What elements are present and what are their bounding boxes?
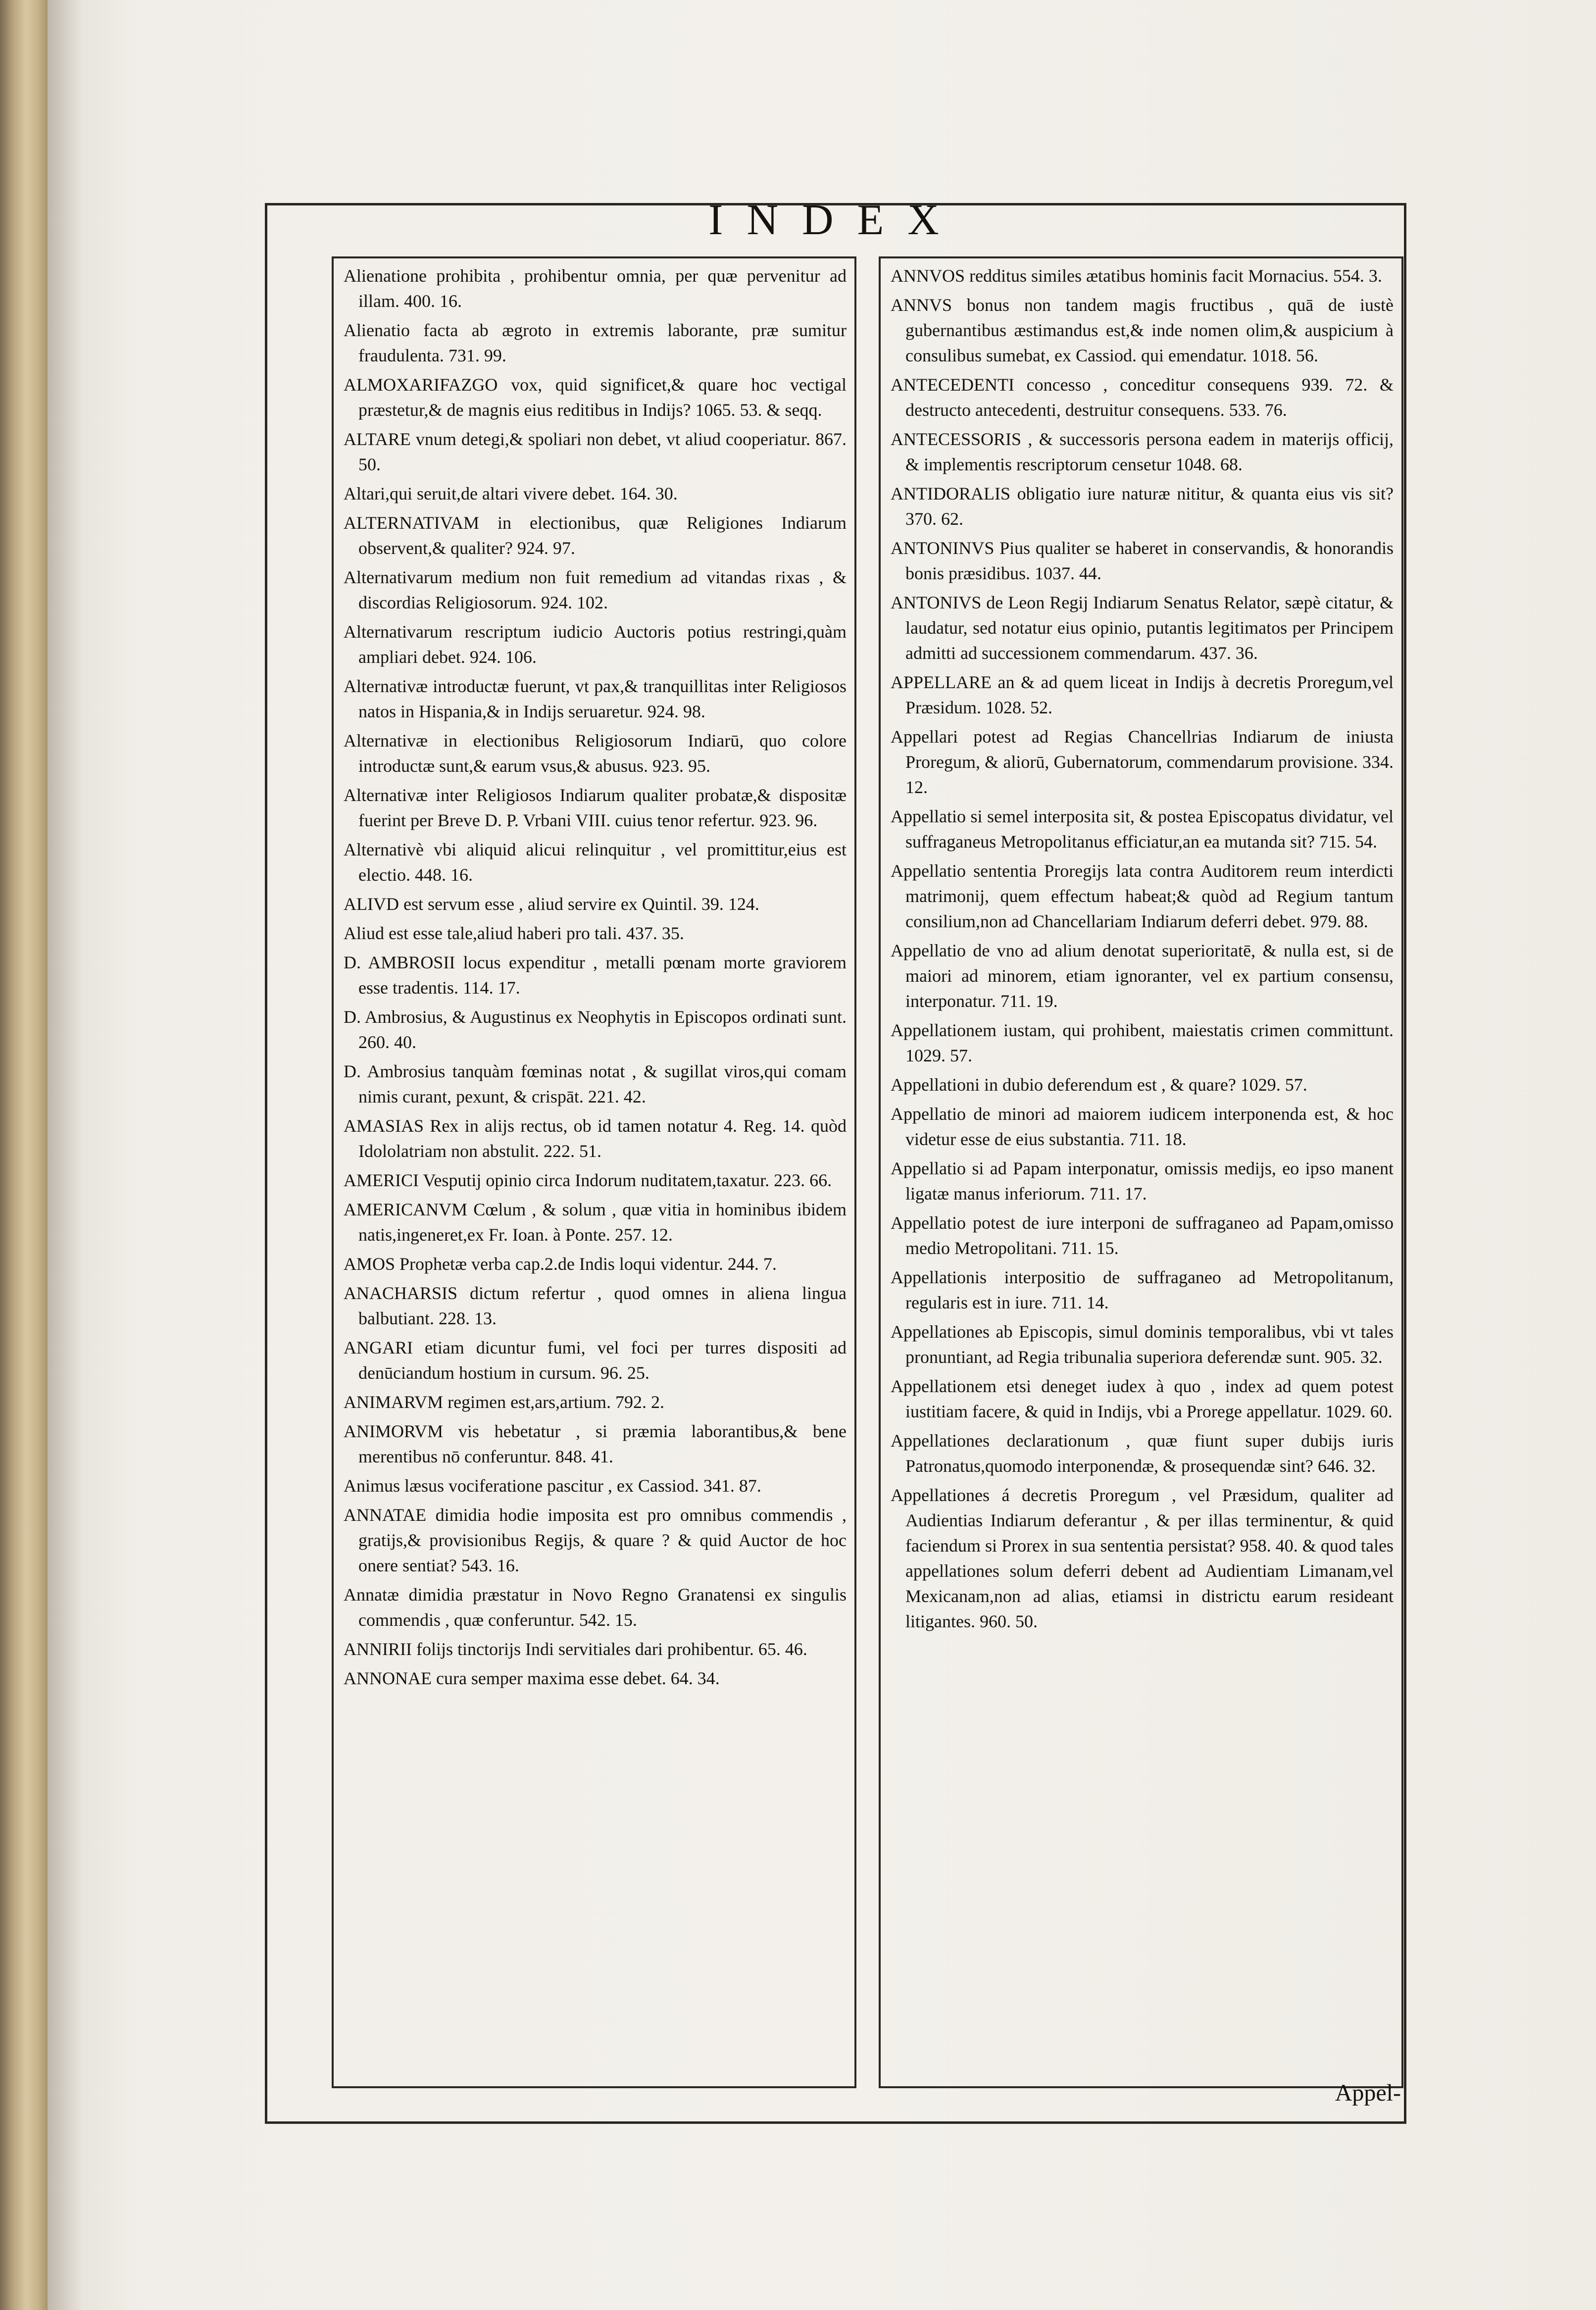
index-entry: Aliud est esse tale,aliud haberi pro tali. 437. 35. xyxy=(344,923,684,943)
index-entry: Appellationes ab Episcopis, simul dominis temporalibus, vbi vt tales pronuntiant, ad Regia tribunalia superiora deferendæ sunt. 905. 32. xyxy=(891,1322,1394,1367)
index-entry: Appellatio de vno ad alium denotat superioritatē, & nulla est, si de maiori ad minorem, etiam ignoranter, vel ex partium consensu, interponatur. 711. 19. xyxy=(891,941,1394,1011)
index-entry: ALMOXARIFAZGO vox, quid significet,& quare hoc vectigal præstetur,& de magnis eius reditibus in Indijs? 1065. 53. & seqq. xyxy=(344,375,847,420)
index-entry: Appellatio de minori ad maiorem iudicem interponenda est, & hoc videtur esse de eius substantia. 711. 18. xyxy=(891,1104,1394,1149)
index-entry: ANIMORVM vis hebetatur , si præmia laborantibus,& bene merentibus nō conferuntur. 848. 41. xyxy=(344,1421,847,1466)
index-entry: ANNVS bonus non tandem magis fructibus , quā de iustè gubernantibus æstimandus est,& inde nomen olim,& auspicium à consulibus sumebat, ex Cassiod. qui emendatur. 1018. 56. xyxy=(891,295,1394,365)
index-entry: ANIMARVM regimen est,ars,artium. 792. 2. xyxy=(344,1392,665,1412)
index-entry: ANTONIVS de Leon Regij Indiarum Senatus Relator, sæpè citatur, & laudatur, sed notatur eius opinio, putantis legitimatos per Principem admitti ad successionem commendarum. 437. 36. xyxy=(891,593,1394,663)
index-entry: ALTERNATIVAM in electionibus, quæ Religiones Indiarum observent,& qualiter? 924. 97. xyxy=(344,513,847,558)
index-column-left xyxy=(332,256,856,2088)
index-entry: Alternativarum rescriptum iudicio Auctoris potius restringi,quàm ampliari debet. 924. 106. xyxy=(344,622,847,667)
index-entry: Appellationem iustam, qui prohibent, maiestatis crimen committunt. 1029. 57. xyxy=(891,1020,1394,1065)
index-entry: Alternativæ inter Religiosos Indiarum qualiter probatæ,& dispositæ fuerint per Breve D. P. Vrbani VIII. cuius tenor refertur. 923. 96. xyxy=(344,785,847,830)
index-entry: Appellatio sententia Proregijs lata contra Auditorem reum interdicti matrimonij, quem effectum habeat;& quòd ad Regium tantum consilium,non ad Chancellariam Indiarum deferri debet. 979. 88. xyxy=(891,861,1394,931)
index-entry: Altari,qui seruit,de altari vivere debet. 164. 30. xyxy=(344,484,678,503)
index-entry: APPELLARE an & ad quem liceat in Indijs à decretis Proregum,vel Præsidum. 1028. 52. xyxy=(891,672,1394,717)
index-entry: Appellationi in dubio deferendum est , & quare? 1029. 57. xyxy=(891,1075,1307,1095)
gutter-shadow xyxy=(48,0,82,2310)
index-column-right xyxy=(879,256,1403,2088)
index-entry: Appellatio si semel interposita sit, & postea Episcopatus dividatur, vel suffraganeus Metropolitanus efficiatur,an ea mutanda sit? 715. 54. xyxy=(891,806,1394,852)
index-entry: Appellationes á decretis Proregum , vel Præsidum, qualiter ad Audientias Indiarum deferantur , & per illas terminentur, & quid faciendum si Prorex in sua sententia persistat? 958. 40. & quod tales appellationes solum deferri debent ad Audientiam Limanam,vel Mexicanam,non ad alias, etiamsi in districtu earum resideant litigantes. 960. 50. xyxy=(891,1485,1394,1631)
index-entry: Alternativæ in electionibus Religiosorum Indiarū, quo colore introductæ sunt,& earum vsus,& abusus. 923. 95. xyxy=(344,731,847,776)
index-entry: Alternativarum medium non fuit remedium ad vitandas rixas , & discordias Religiosorum. 924. 102. xyxy=(344,567,847,612)
index-entry: ANACHARSIS dictum refertur , quod omnes in aliena lingua balbutiant. 228. 13. xyxy=(344,1283,847,1328)
index-entry: AMERICANVM Cœlum , & solum , quæ vitia in hominibus ibidem natis,ingeneret,ex Fr. Ioan. à Ponte. 257. 12. xyxy=(344,1200,847,1245)
index-entry: Appellari potest ad Regias Chancellrias Indiarum de iniusta Proregum, & aliorū, Gubernatorum, commendarum provisione. 334. 12. xyxy=(891,727,1394,797)
index-entry: ALIVD est servum esse , aliud servire ex Quintil. 39. 124. xyxy=(344,894,759,914)
index-entry: D. AMBROSII locus expenditur , metalli pœnam morte graviorem esse tradentis. 114. 17. xyxy=(344,953,847,998)
index-entry: ANTECESSORIS , & successoris persona eadem in materijs officij, & implementis rescriptorum censetur 1048. 68. xyxy=(891,429,1394,474)
catchword: Appel- xyxy=(1335,2080,1401,2106)
book-spine xyxy=(0,0,48,2310)
index-entry: ANNVOS redditus similes ætatibus hominis facit Mornacius. 554. 3. xyxy=(891,266,1382,286)
index-entry: Appellationis interpositio de suffraganeo ad Metropolitanum, regularis est in iure. 711. 14. xyxy=(891,1267,1394,1312)
index-entry: Alienatio facta ab ægroto in extremis laborante, præ sumitur fraudulenta. 731. 99. xyxy=(344,320,847,365)
index-entry: Alternativè vbi aliquid alicui relinquitur , vel promittitur,eius est electio. 448. 16. xyxy=(344,840,847,885)
index-entry: Appellationes declarationum , quæ fiunt super dubijs iuris Patronatus,quomodo interponendæ, & prosequendæ sint? 646. 32. xyxy=(891,1431,1394,1476)
index-entry: ANTONINVS Pius qualiter se haberet in conservandis, & honorandis bonis præsidibus. 1037. 44. xyxy=(891,538,1394,583)
index-entry: ANTIDORALIS obligatio iure naturæ nititur, & quanta eius vis sit? 370. 62. xyxy=(891,484,1394,529)
index-entry: Animus læsus vociferatione pascitur , ex Cassiod. 341. 87. xyxy=(344,1476,761,1496)
page-title: INDEX xyxy=(708,196,963,244)
index-entry: ANNIRII folijs tinctorijs Indi servitiales dari prohibentur. 65. 46. xyxy=(344,1639,807,1659)
index-entry: ANNONAE cura semper maxima esse debet. 64. 34. xyxy=(344,1668,720,1688)
index-entry: ANTECEDENTI concesso , conceditur consequens 939. 72. & destructo antecedenti, destruitur consequens. 533. 76. xyxy=(891,375,1394,420)
index-entry: Alienatione prohibita , prohibentur omnia, per quæ pervenitur ad illam. 400. 16. xyxy=(344,266,847,311)
index-entry: Appellationem etsi deneget iudex à quo , index ad quem potest iustitiam facere, & quid in Indijs, vbi a Prorege appellatur. 1029. 60. xyxy=(891,1376,1394,1421)
index-entry: Annatæ dimidia præstatur in Novo Regno Granatensi ex singulis commendis , quæ conferuntur. 542. 15. xyxy=(344,1585,847,1630)
index-entry: ALTARE vnum detegi,& spoliari non debet, vt aliud cooperiatur. 867. 50. xyxy=(344,429,847,474)
index-entry: Alternativæ introductæ fuerunt, vt pax,& tranquillitas inter Religiosos natos in Hispania,& in Indijs seruaretur. 924. 98. xyxy=(344,676,847,721)
index-entry: AMASIAS Rex in alijs rectus, ob id tamen notatur 4. Reg. 14. quòd Idololatriam non abstulit. 222. 51. xyxy=(344,1116,847,1161)
index-entry: D. Ambrosius, & Augustinus ex Neophytis in Episcopos ordinati sunt. 260. 40. xyxy=(344,1007,847,1052)
index-entry: Appellatio si ad Papam interponatur, omissis medijs, eo ipso manent ligatæ manus inferiorum. 711. 17. xyxy=(891,1158,1394,1204)
index-entry: AMOS Prophetæ verba cap.2.de Indis loqui videntur. 244. 7. xyxy=(344,1254,777,1274)
index-entry: ANNATAE dimidia hodie imposita est pro omnibus commendis , gratijs,& provisionibus Regijs, & quare ? & quid Auctor de hoc onere sentiat? 543. 16. xyxy=(344,1505,847,1575)
index-entry: Appellatio potest de iure interponi de suffraganeo ad Papam,omisso medio Metropolitani. 711. 15. xyxy=(891,1213,1394,1258)
index-entry: D. Ambrosius tanquàm fœminas notat , & sugillat viros,qui comam nimis curant, pexunt, & crispāt. 221. 42. xyxy=(344,1061,847,1106)
index-entry: ANGARI etiam dicuntur fumi, vel foci per turres dispositi ad denūciandum hostium in cursum. 96. 25. xyxy=(344,1338,847,1383)
index-entry: AMERICI Vesputij opinio circa Indorum nuditatem,taxatur. 223. 66. xyxy=(344,1170,832,1190)
